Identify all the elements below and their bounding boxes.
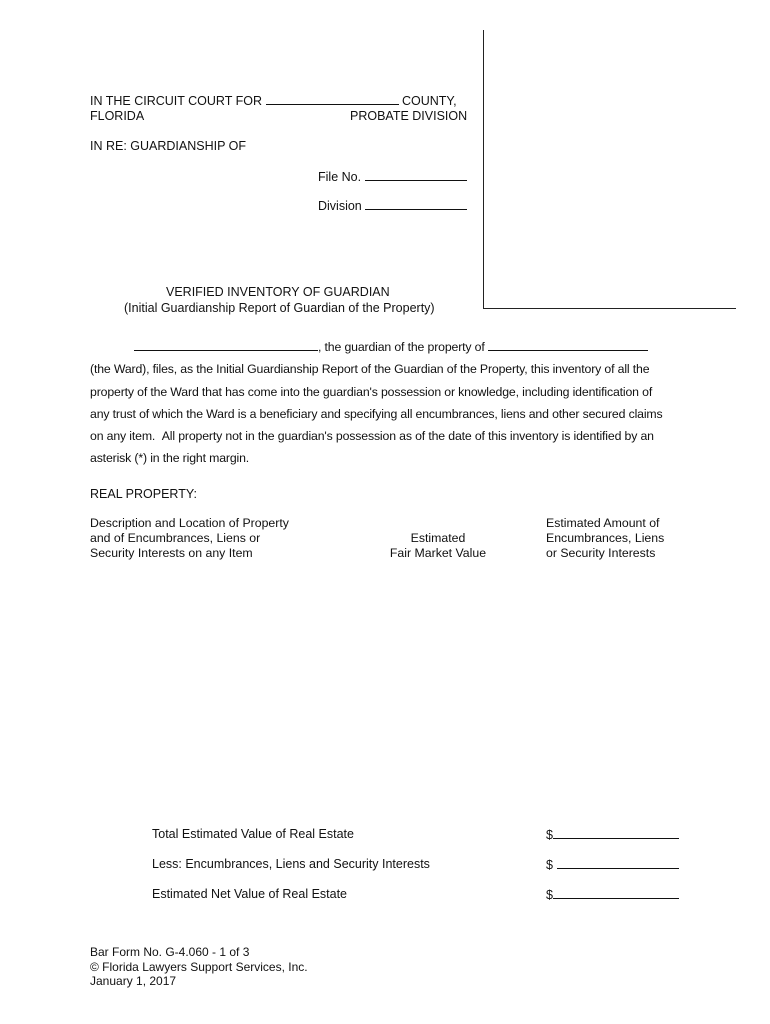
division-blank[interactable]	[365, 198, 467, 210]
file-no-row	[318, 169, 467, 184]
less-encumbrances-blank[interactable]	[557, 857, 679, 869]
form-date: January 1, 2017	[90, 974, 177, 988]
net-value-field	[546, 887, 679, 902]
col3-line3: or Security Interests	[546, 546, 656, 560]
net-value-blank[interactable]	[553, 887, 679, 899]
division-row	[318, 198, 467, 213]
dollar-sign: $	[546, 828, 553, 842]
in-re-label: IN RE: GUARDIANSHIP OF	[90, 139, 247, 153]
body-part3: All property not in the guardian's possession as of the date of this inventory is identified by an asterisk (*) in the right margin.	[90, 429, 654, 466]
county-blank[interactable]	[266, 93, 399, 105]
total-value-field	[546, 827, 679, 842]
col3-line1: Estimated Amount of	[546, 516, 660, 530]
clerk-box-vertical-line	[483, 30, 484, 309]
probate-division-label: PROBATE DIVISION	[350, 109, 468, 123]
county-suffix: COUNTY,	[401, 94, 457, 108]
court-caption-line1	[90, 93, 457, 108]
column-header-market-value	[378, 531, 498, 561]
document-title: VERIFIED INVENTORY OF GUARDIAN	[166, 285, 390, 299]
col1-line3: Security Interests on any Item	[90, 546, 253, 560]
guardian-name-blank[interactable]	[134, 339, 318, 351]
column-header-description	[90, 516, 289, 561]
net-value-label: Estimated Net Value of Real Estate	[152, 887, 348, 901]
less-encumbrances-label: Less: Encumbrances, Liens and Security Interests	[152, 857, 430, 871]
dollar-sign: $	[546, 858, 553, 872]
file-no-label: File No.	[318, 170, 362, 184]
col1-line2: and of Encumbrances, Liens or	[90, 531, 261, 545]
col3-line2: Encumbrances, Liens	[546, 531, 665, 545]
column-header-encumbrances	[546, 516, 664, 561]
col1-line1: Description and Location of Property	[90, 516, 289, 530]
clerk-box-horizontal-line	[483, 308, 736, 309]
total-value-label: Total Estimated Value of Real Estate	[152, 827, 354, 841]
form-number: Bar Form No. G-4.060 - 1 of 3	[90, 945, 250, 959]
division-label: Division	[318, 199, 362, 213]
document-subtitle: (Initial Guardianship Report of Guardian of the Property)	[124, 301, 435, 315]
body-part2: (the Ward), files, as the Initial Guardianship Report of the Guardian of the Property, this inventory of all the property of the Ward that has come into the guardian's possession or knowledge, including identification of any trust of which the Ward is a beneficiary and specifying all encumbrances, liens and other secured claims on any item.	[90, 362, 663, 444]
dollar-sign: $	[546, 888, 553, 902]
less-encumbrances-field	[546, 857, 679, 872]
file-no-blank[interactable]	[365, 169, 467, 181]
ward-name-blank[interactable]	[488, 339, 648, 351]
court-prefix: IN THE CIRCUIT COURT FOR	[90, 94, 263, 108]
form-footer	[90, 945, 308, 989]
body-part1: , the guardian of the property of	[318, 340, 485, 354]
copyright-notice: © Florida Lawyers Support Services, Inc.	[90, 959, 308, 974]
state-label: FLORIDA	[90, 109, 145, 123]
real-property-heading: REAL PROPERTY:	[90, 487, 197, 501]
col2-line2: Fair Market Value	[389, 546, 487, 560]
inventory-statement	[90, 336, 664, 470]
total-value-blank[interactable]	[553, 827, 679, 839]
col2-line1: Estimated	[410, 531, 466, 545]
